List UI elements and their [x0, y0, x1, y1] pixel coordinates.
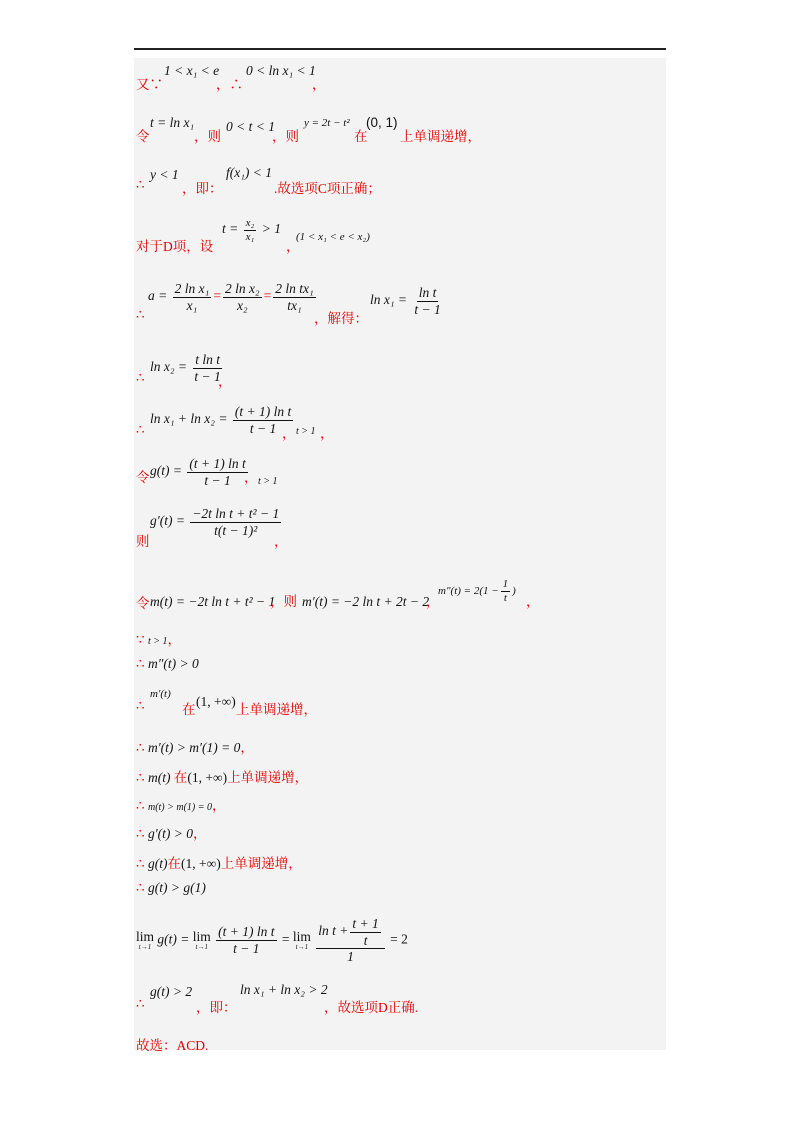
line-8 [136, 456, 278, 488]
text: ， [193, 826, 207, 841]
line-22-answer [136, 1034, 208, 1054]
limit-operator [193, 930, 211, 951]
text: ，则 [272, 129, 299, 144]
text: ∴ [136, 740, 145, 755]
text: ∵ [136, 632, 145, 647]
text: 令 [136, 129, 150, 144]
text: ∴ [136, 770, 145, 785]
math: (0, 1) [366, 115, 398, 130]
math: lim [192, 929, 211, 945]
line-20-limit [136, 916, 408, 965]
answer-text: 故选：ACD. [136, 1038, 209, 1053]
text: 在 [167, 856, 181, 871]
math: = 2 [390, 931, 408, 947]
math: t > 1 [258, 476, 278, 487]
line-14 [136, 736, 254, 756]
math: y = 2t − t² [304, 117, 350, 129]
text: 在 [354, 129, 368, 144]
math-g [150, 456, 250, 488]
limit-subscript: t→1 [295, 942, 309, 951]
math: ln x₁ + ln x₂ > 2 [240, 982, 328, 997]
line-13 [136, 688, 317, 717]
line-21 [136, 982, 419, 1015]
numerator: (t + 1) ln t [189, 456, 246, 471]
fraction [216, 924, 276, 956]
text: 令 [136, 596, 150, 611]
limit-subscript: t→1 [138, 942, 152, 951]
math: ln x₁ + ln x₂ = [150, 411, 228, 427]
math: g′(t) > 0 [147, 826, 194, 841]
math: ) [512, 585, 516, 598]
denominator: 1 [347, 949, 354, 965]
text: ，解得： [314, 311, 368, 326]
text: ∴ [136, 856, 145, 871]
denominator: t [503, 591, 507, 604]
math: m′(t) > m′(1) = 0 [147, 740, 241, 755]
math: lim [136, 929, 155, 945]
denominator: t(t − 1)² [214, 522, 258, 538]
text: 令 [136, 470, 150, 485]
numerator [316, 916, 385, 949]
text: ∴ [136, 798, 145, 813]
line-17 [136, 822, 207, 842]
text: 上单调递增， [400, 129, 481, 144]
denominator: tx₁ [287, 297, 302, 313]
denominator: t [363, 932, 368, 948]
math: g(t) = [157, 931, 190, 947]
denominator: t − 1 [414, 301, 441, 317]
math: t > 1 [147, 636, 168, 647]
text: ，则 [270, 594, 297, 609]
math: (1, +∞) [196, 694, 236, 709]
text: ，即： [196, 1000, 237, 1015]
text: ， [282, 426, 296, 441]
numerator: x₂ [245, 217, 255, 229]
limit-operator [293, 930, 311, 951]
limit-operator [136, 930, 154, 951]
line-6 [136, 352, 232, 389]
math: ln x₂ = [150, 359, 188, 375]
math: g(t) = [150, 463, 182, 479]
text: 对于D项，设 [136, 239, 214, 254]
text: 又∵ [136, 77, 163, 92]
math: t = ln x₁ [150, 115, 195, 130]
math: a = [148, 288, 168, 304]
text: 上单调递增， [220, 856, 302, 871]
text: ， [320, 426, 334, 441]
math: m″(t) > 0 [147, 656, 199, 671]
text: ，则 [194, 129, 221, 144]
numerator: 2 ln x₂ [224, 281, 260, 296]
numerator: 2 ln tx₁ [275, 281, 314, 296]
numerator: 2 ln x₁ [174, 281, 210, 296]
math: m″(t) = 2(1 − [438, 585, 499, 598]
math: g′(t) = [150, 513, 185, 529]
line-18 [136, 852, 302, 872]
text: ， [218, 374, 232, 389]
denominator: x₂ [236, 297, 248, 313]
fraction [273, 281, 315, 313]
math: = [281, 931, 290, 947]
text: ∴ [136, 307, 145, 322]
text: ，故选项D正确. [324, 1000, 419, 1015]
math-gprime [150, 506, 283, 538]
math: t = [222, 221, 239, 237]
numerator: 1 [502, 578, 509, 590]
denominator: t − 1 [249, 420, 277, 436]
text: ， [274, 534, 288, 549]
text: ，∴ [216, 77, 243, 92]
denominator: t − 1 [194, 368, 221, 384]
math: g(t) > 2 [150, 984, 193, 999]
math: lim [292, 929, 311, 945]
denominator: t − 1 [204, 472, 231, 488]
limit-subscript: t→1 [195, 942, 208, 951]
line-9 [136, 506, 288, 550]
text: ∴ [136, 880, 145, 895]
fraction [350, 916, 380, 948]
math: (1, +∞) [180, 856, 221, 871]
fraction [244, 217, 257, 243]
text: ， [212, 798, 226, 813]
math: (1 < x₁ < e < x₂) [296, 231, 370, 243]
line-4 [136, 217, 370, 255]
text: 上单调递增， [227, 770, 309, 785]
text: 在 [173, 770, 188, 785]
numerator: t ln t [195, 352, 220, 367]
header-rule [134, 48, 666, 50]
math-t-frac [222, 217, 281, 243]
line-19 [136, 880, 206, 896]
math: m(t) [147, 770, 171, 785]
text: 在 [182, 702, 196, 717]
math: (1, +∞) [187, 770, 228, 785]
line-15 [136, 766, 308, 786]
fraction [501, 578, 511, 604]
math: > 1 [261, 221, 281, 237]
math: g(t) > g(1) [147, 880, 206, 895]
fraction [223, 281, 262, 313]
line-16 [136, 794, 226, 814]
text: ∴ [136, 826, 145, 841]
text: ， [244, 470, 258, 485]
text: ， [240, 740, 254, 755]
math: m′(t) [150, 688, 171, 700]
math: 1 < x₁ < e [164, 63, 220, 78]
line-2 [136, 115, 481, 145]
line-3 [136, 165, 381, 196]
line-5 [136, 281, 441, 326]
line-12 [136, 656, 199, 672]
math: y < 1 [150, 167, 179, 182]
math-lnx1 [370, 285, 445, 317]
fraction [173, 281, 212, 313]
math: ln x₁ = [370, 292, 408, 308]
text: .故选项C项正确； [274, 181, 381, 196]
text: ，即： [182, 181, 223, 196]
math: m(t) = −2t ln t + t² − 1 [150, 594, 276, 609]
text: ∴ [136, 422, 145, 437]
solution-panel [134, 58, 666, 1050]
fraction [412, 285, 442, 317]
math: f(x₁) < 1 [226, 165, 273, 180]
fraction [190, 506, 281, 538]
denominator: x₁ [245, 230, 255, 243]
numerator: (t + 1) ln t [234, 404, 292, 419]
math: g(t) [147, 856, 168, 871]
math-m2prime [438, 578, 516, 604]
text: ， [526, 594, 540, 609]
numerator: t + 1 [352, 916, 379, 931]
text: ∴ [136, 177, 145, 192]
math: ln t + [318, 923, 349, 939]
math: m(t) > m(1) = 0 [147, 802, 213, 813]
math: 0 < t < 1 [226, 119, 275, 134]
fraction [316, 916, 385, 965]
text: ∴ [136, 996, 145, 1011]
text: ， [426, 594, 440, 609]
math-lnx2 [150, 352, 225, 384]
math-a-chain: a = $\frac{\text{2 ln x₁}}{\text{x₁}}$ = $\frac{\text{2 ln x₂}}{\text{x₂}}$ = $\frac{\text{2 ln tx₁}}{\text{tx₁}}$ [148, 281, 314, 313]
numerator: −2t ln t + t² − 1 [192, 506, 280, 521]
math: m′(t) = −2 ln t + 2t − 2 [302, 594, 430, 609]
line-1 [136, 63, 326, 93]
numerator: (t + 1) ln t [218, 924, 275, 940]
math-sum [150, 404, 295, 436]
line-10 [136, 578, 540, 612]
text: ∴ [136, 656, 145, 671]
math: t > 1 [296, 426, 316, 437]
text: 上单调递增， [236, 702, 317, 717]
line-7 [136, 404, 334, 441]
text: ， [312, 77, 326, 92]
denominator: x₁ [186, 297, 198, 313]
text: ∴ [136, 698, 145, 713]
text: 则 [136, 534, 150, 549]
text: ∴ [136, 370, 145, 385]
fraction [187, 456, 247, 488]
line-11 [136, 628, 181, 648]
text: ， [167, 632, 181, 647]
math: 0 < ln x₁ < 1 [246, 63, 316, 78]
denominator: t − 1 [233, 940, 260, 956]
numerator: ln t [418, 285, 437, 300]
text: ， [286, 239, 300, 254]
